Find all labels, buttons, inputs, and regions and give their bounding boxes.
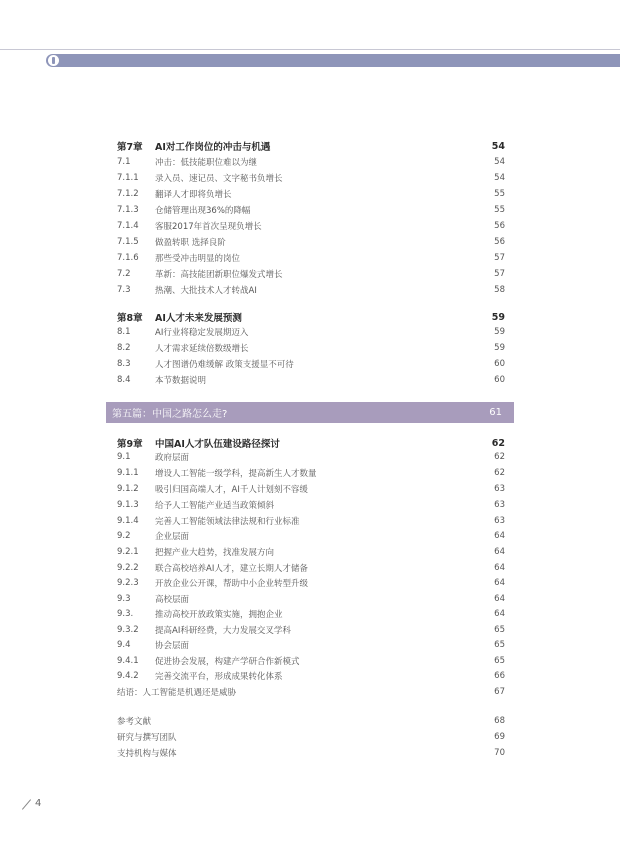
toc-entry[interactable] — [117, 154, 505, 170]
entry-title: 增设人工智能一级学科，提高新生人才数量 — [155, 469, 317, 479]
entry-number: 9.1.4 — [117, 516, 139, 526]
toc-entry[interactable] — [117, 591, 505, 607]
entry-number: 7.1.6 — [117, 253, 139, 263]
footer-page-number: 4 — [35, 798, 42, 809]
toc-entry[interactable] — [117, 170, 505, 186]
chapter-title: 中国AI人才队伍建设路径探讨 — [155, 439, 280, 450]
toc-chapter-7[interactable] — [117, 138, 505, 154]
entry-number: 9.4 — [117, 640, 131, 650]
toc-entry[interactable] — [117, 622, 505, 638]
chapter-number: 第9章 — [117, 439, 143, 450]
entry-title: 研究与撰写团队 — [117, 733, 177, 743]
entry-number: 7.1.2 — [117, 189, 139, 199]
toc-entry[interactable] — [117, 606, 505, 622]
entry-title: 冲击：低技能职位难以为继 — [155, 158, 258, 168]
page-number: 64 — [494, 578, 505, 588]
entry-number: 7.1.4 — [117, 221, 139, 231]
entry-title: 人才需求延续倍数级增长 — [155, 344, 249, 354]
chapter-title: AI人才未来发展预测 — [155, 313, 242, 324]
page-number: 59 — [494, 343, 505, 353]
page-number: 62 — [491, 437, 505, 449]
page-number: 64 — [494, 609, 505, 619]
page-number: 59 — [491, 311, 505, 323]
page-number: 64 — [494, 547, 505, 557]
entry-title: 把握产业大趋势，找准发展方向 — [155, 548, 275, 558]
toc-entry[interactable] — [117, 560, 505, 576]
entry-title: 政府层面 — [155, 453, 190, 463]
entry-title: 高校层面 — [155, 595, 190, 605]
entry-title: 提高AI科研经费，大力发展交叉学科 — [155, 626, 291, 636]
entry-number: 9.1.2 — [117, 484, 139, 494]
toc-entry[interactable] — [117, 266, 505, 282]
page-number: 56 — [494, 221, 505, 231]
entry-number: 9.1.3 — [117, 500, 139, 510]
toc-part-5[interactable] — [106, 402, 514, 423]
slash-icon — [22, 799, 32, 809]
page-number: 62 — [494, 468, 505, 478]
page-number: 64 — [494, 531, 505, 541]
page-number: 56 — [494, 237, 505, 247]
page-footer — [22, 798, 41, 809]
page-number: 54 — [494, 173, 505, 183]
entry-title: 完善交流平台，形成成果转化体系 — [155, 672, 283, 682]
entry-number: 7.1.5 — [117, 237, 139, 247]
page-number: 54 — [494, 157, 505, 167]
entry-title: 翻译人才即将负增长 — [155, 190, 232, 200]
toc-entry[interactable] — [117, 202, 505, 218]
page-number: 66 — [494, 671, 505, 681]
entry-title: 协会层面 — [155, 641, 190, 651]
toc-entry[interactable] — [117, 218, 505, 234]
toc-entry[interactable] — [117, 372, 505, 388]
entry-number: 7.1.3 — [117, 205, 139, 215]
toc-entry[interactable] — [117, 324, 505, 340]
toc-entry[interactable] — [117, 250, 505, 266]
entry-number: 7.1 — [117, 157, 131, 167]
toc-entry[interactable] — [117, 356, 505, 372]
entry-number: 7.3 — [117, 285, 131, 295]
entry-number: 9.3. — [117, 609, 134, 619]
entry-title: 完善人工智能领域法律法规和行业标准 — [155, 517, 300, 527]
page-number: 57 — [494, 253, 505, 263]
info-icon — [48, 55, 59, 66]
entry-number: 9.4.1 — [117, 656, 139, 666]
page-number: 69 — [494, 732, 505, 742]
toc-appendix-references[interactable] — [117, 713, 505, 729]
page-number: 64 — [494, 594, 505, 604]
page-number: 63 — [494, 500, 505, 510]
entry-title: 给予人工智能产业适当政策倾斜 — [155, 501, 275, 511]
part-title: 第五篇：中国之路怎么走? — [112, 409, 228, 420]
entry-number: 9.1 — [117, 452, 131, 462]
entry-number: 8.2 — [117, 343, 131, 353]
entry-title: 联合高校培养AI人才，建立长期人才储备 — [155, 564, 308, 574]
page-number: 62 — [494, 452, 505, 462]
page-number: 65 — [494, 656, 505, 666]
entry-title: 企业层面 — [155, 532, 190, 542]
toc-entry[interactable] — [117, 513, 505, 529]
toc-chapter-8[interactable] — [117, 309, 505, 325]
entry-number: 9.3 — [117, 594, 131, 604]
header-bar — [46, 54, 620, 67]
toc-entry[interactable] — [117, 186, 505, 202]
entry-title: 参考文献 — [117, 717, 152, 727]
entry-number: 8.1 — [117, 327, 131, 337]
page-number: 59 — [494, 327, 505, 337]
toc-entry[interactable] — [117, 449, 505, 465]
page-number: 67 — [494, 687, 505, 697]
entry-number: 7.1.1 — [117, 173, 139, 183]
page-number: 55 — [494, 189, 505, 199]
toc-entry[interactable] — [117, 575, 505, 591]
page-number: 55 — [494, 205, 505, 215]
entry-title: 人才图谱仍难缓解 政策支援显不可待 — [155, 360, 294, 370]
entry-number: 9.4.2 — [117, 671, 139, 681]
entry-title: 客服2017年首次呈现负增长 — [155, 222, 262, 232]
entry-title: 推动高校开放政策实施，拥抱企业 — [155, 610, 283, 620]
toc-appendix-supporters[interactable] — [117, 745, 505, 761]
page-number: 60 — [494, 359, 505, 369]
toc-entry[interactable] — [117, 668, 505, 684]
entry-title: 吸引归国高端人才，AI千人计划刻不容缓 — [155, 485, 308, 495]
entry-title: 革新：高技能团新职位爆发式增长 — [155, 270, 283, 280]
page-number: 70 — [494, 748, 505, 758]
toc-entry[interactable] — [117, 465, 505, 481]
entry-number: 7.2 — [117, 269, 131, 279]
entry-title: 那些受冲击明显的岗位 — [155, 254, 241, 264]
toc-entry[interactable] — [117, 653, 505, 669]
toc-entry[interactable] — [117, 282, 505, 298]
chapter-title: AI对工作岗位的冲击与机遇 — [155, 142, 271, 153]
entry-title: 结语：人工智能是机遇还是威胁 — [117, 688, 237, 698]
page-number: 65 — [494, 640, 505, 650]
page-number: 63 — [494, 484, 505, 494]
entry-title: 支持机构与媒体 — [117, 749, 177, 759]
page-number: 57 — [494, 269, 505, 279]
toc-entry[interactable] — [117, 497, 505, 513]
page-number: 65 — [494, 625, 505, 635]
entry-number: 9.2.2 — [117, 563, 139, 573]
chapter-number: 第8章 — [117, 313, 143, 324]
entry-title: AI行业将稳定发展期迈入 — [155, 328, 249, 338]
page-number: 64 — [494, 563, 505, 573]
entry-number: 9.2.1 — [117, 547, 139, 557]
entry-number: 9.3.2 — [117, 625, 139, 635]
toc-entry[interactable] — [117, 637, 505, 653]
page-number: 68 — [494, 716, 505, 726]
chapter-number: 第7章 — [117, 142, 143, 153]
entry-title: 促进协会发展，构建产学研合作新模式 — [155, 657, 300, 667]
toc-conclusion[interactable] — [117, 684, 505, 700]
page-number: 60 — [494, 375, 505, 385]
toc-entry[interactable] — [117, 481, 505, 497]
page-number: 58 — [494, 285, 505, 295]
entry-number: 9.2.3 — [117, 578, 139, 588]
toc-appendix-team[interactable] — [117, 729, 505, 745]
entry-number: 8.3 — [117, 359, 131, 369]
entry-number: 9.1.1 — [117, 468, 139, 478]
toc-entry[interactable] — [117, 340, 505, 356]
entry-title: 热潮、大批技术人才转战AI — [155, 286, 257, 296]
page-number: 54 — [491, 140, 505, 152]
entry-title: 录入员、速记员、文字秘书负增长 — [155, 174, 283, 184]
entry-number: 9.2 — [117, 531, 131, 541]
toc-entry[interactable] — [117, 234, 505, 250]
toc-entry[interactable] — [117, 544, 505, 560]
entry-title: 开放企业公开课，帮助中小企业转型升级 — [155, 579, 309, 589]
toc-entry[interactable] — [117, 528, 505, 544]
header-rule — [0, 49, 620, 50]
page-number: 61 — [489, 407, 502, 418]
page-number: 63 — [494, 516, 505, 526]
entry-number: 8.4 — [117, 375, 131, 385]
entry-title: 做盈转职 选择良阶 — [155, 238, 226, 248]
entry-title: 本节数据说明 — [155, 376, 207, 386]
entry-title: 仓储管理出现36%的降幅 — [155, 206, 251, 216]
